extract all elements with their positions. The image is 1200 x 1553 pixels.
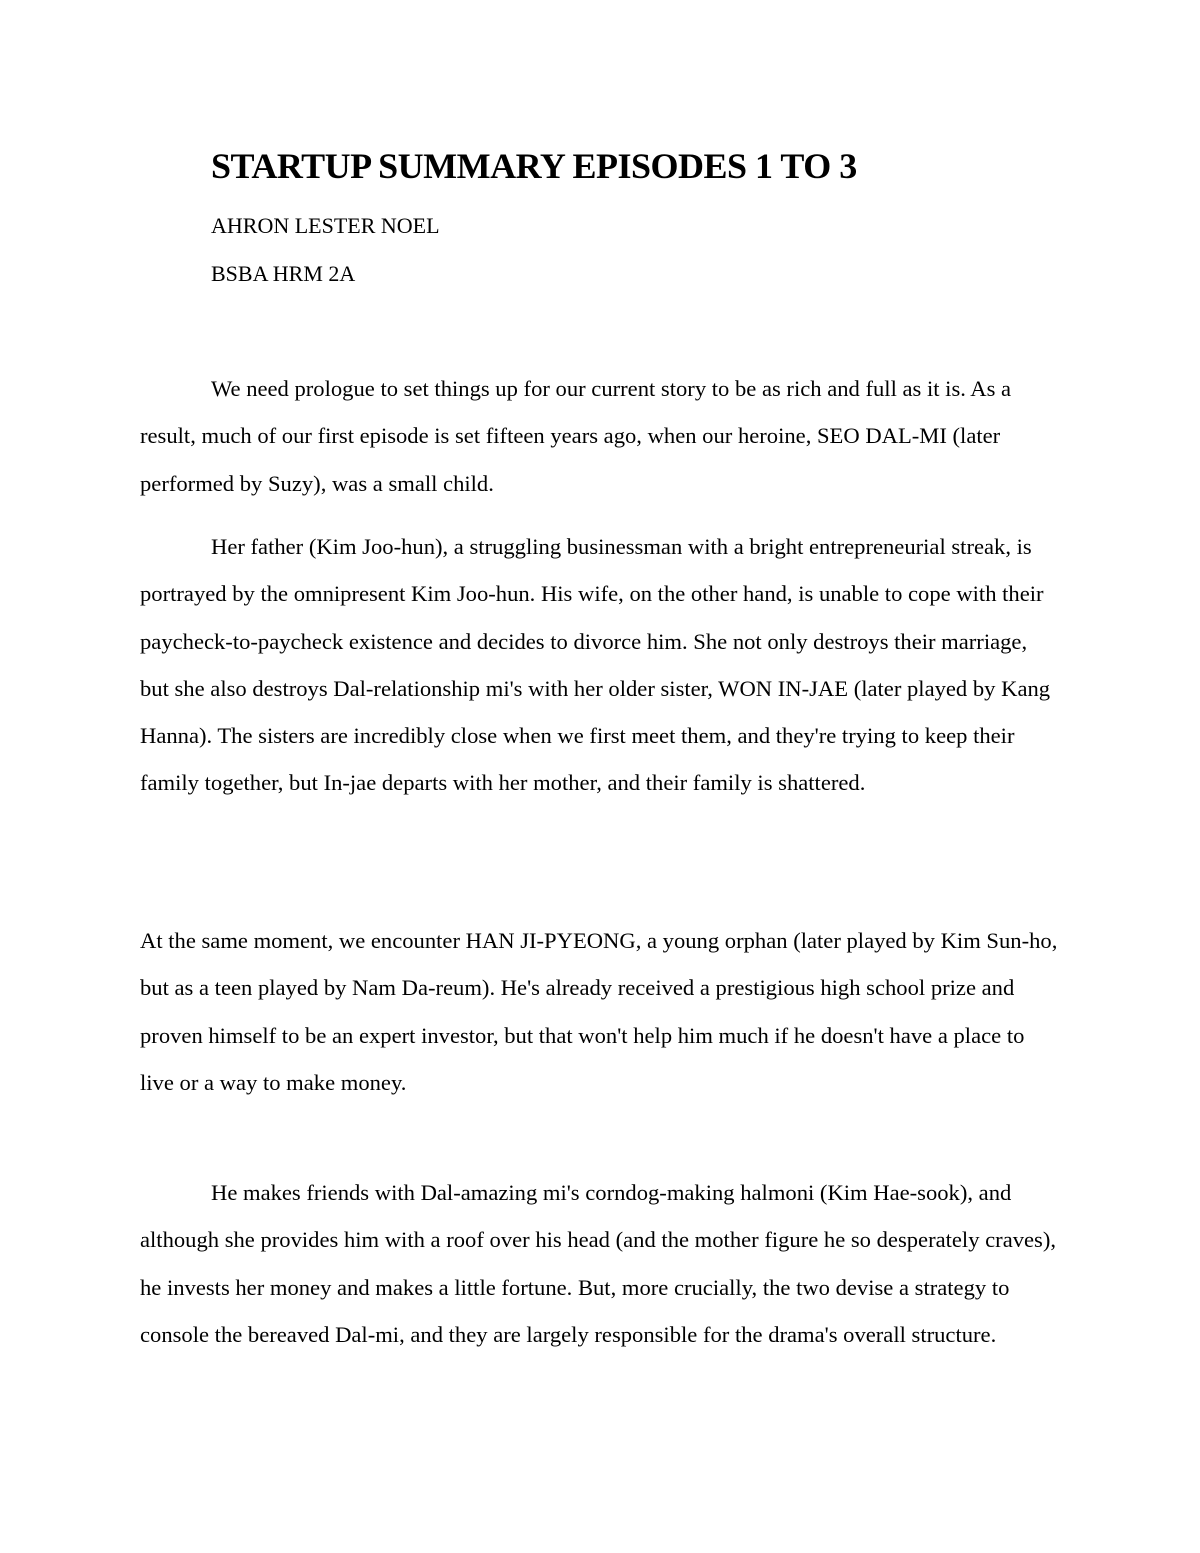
- author-name: AHRON LESTER NOEL: [211, 213, 440, 238]
- document-title: STARTUP SUMMARY EPISODES 1 TO 3: [211, 146, 857, 186]
- paragraph-halmoni: He makes friends with Dal-amazing mi's corndog-making halmoni (Kim Hae-sook), and although she provides him with a roof over his head (and the mother figure he so desperately craves), he invests her money and makes a little fortune. But, more crucially, the two devise a strategy to console the bereaved Dal-mi, and they are largely responsible for the drama's overall structure.: [140, 1180, 1057, 1347]
- paragraph-father: Her father (Kim Joo-hun), a struggling businessman with a bright entrepreneurial streak, is portrayed by the omnipresent Kim Joo-hun. His wife, on the other hand, is unable to cope with their paycheck-to-paycheck existence and decides to divorce him. She not only destroys their marriage, but she also destroys Dal-relationship mi's with her older sister, WON IN-JAE (later played by Kang Hanna). The sisters are incredibly close when we first meet them, and they're trying to keep their family together, but In-jae departs with her mother, and their family is shattered.: [140, 534, 1051, 796]
- course-section: BSBA HRM 2A: [211, 261, 356, 286]
- paragraph-han-ji-pyeong: At the same moment, we encounter HAN JI-PYEONG, a young orphan (later played by Kim Sun-ho, but as a teen played by Nam Da-reum). He's already received a prestigious high school prize and proven himself to be an expert investor, but that won't help him much if he doesn't have a place to live or a way to make money.: [140, 928, 1058, 1095]
- paragraph-prologue: We need prologue to set things up for our current story to be as rich and full as it is. As a result, much of our first episode is set fifteen years ago, when our heroine, SEO DAL-MI (later performed by Suzy), was a small child.: [140, 376, 1012, 496]
